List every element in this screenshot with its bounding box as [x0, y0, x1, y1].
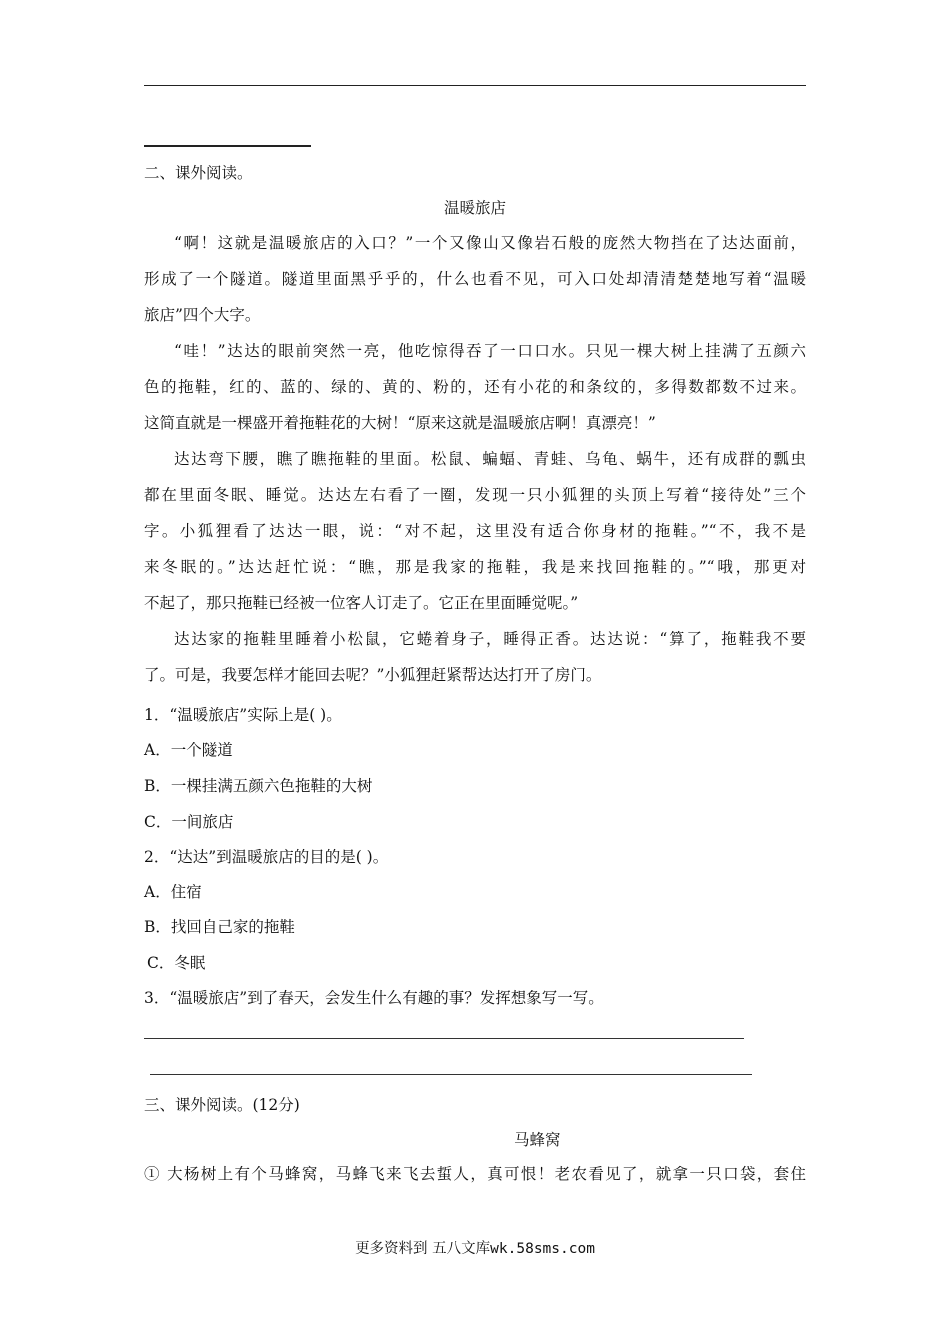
story-title: 温暖旅店: [443, 199, 506, 217]
question-3: 3．“温暖旅店”到了春天，会发生什么有趣的事？发挥想象写一写。: [144, 989, 604, 1007]
story-title: 马蜂窝: [514, 1131, 561, 1149]
paragraph-line: 达达弯下腰，瞧了瞧拖鞋的里面。松鼠、蝙蝠、青蛙、乌龟、蜗牛，还有成群的瓢虫: [174, 450, 806, 468]
paragraph-line: “哇！”达达的眼前突然一亮，他吃惊得吞了一口口水。只见一棵大树上挂满了五颜六: [174, 342, 806, 360]
option-a: A．一个隧道: [144, 741, 233, 759]
section-heading: 三、课外阅读。(12分): [144, 1096, 300, 1114]
paragraph-line: 色的拖鞋，红的、蓝的、绿的、黄的、粉的，还有小花的和条纹的，多得数都数不过来。: [144, 378, 806, 396]
question-2: 2．“达达”到温暖旅店的目的是( )。: [144, 848, 389, 866]
paragraph-line: 旅店”四个大字。: [144, 306, 261, 324]
footer-text: 更多资料到 五八文库wk.58sms.com: [355, 1241, 595, 1257]
option-c: C．一间旅店: [144, 813, 234, 831]
top-divider: [144, 85, 806, 86]
paragraph-line: 字。小狐狸看了达达一眼，说：“对不起，这里没有适合你身材的拖鞋。”“不，我不是: [144, 522, 806, 540]
paragraph-line: 形成了一个隧道。隧道里面黑乎乎的，什么也看不见，可入口处却清清楚楚地写着“温暖: [144, 270, 806, 288]
option-b: B．一棵挂满五颜六色拖鞋的大树: [144, 777, 373, 795]
option-c: C．冬眠: [147, 954, 206, 972]
paragraph-line: 来冬眠的。”达达赶忙说：“瞧，那是我家的拖鞋，我是来找回拖鞋的。”“哦，那更对: [144, 558, 806, 576]
paragraph-line: 了。可是，我要怎样才能回去呢？”小狐狸赶紧帮达达打开了房门。: [144, 666, 602, 684]
paragraph-line: ① 大杨树上有个马蜂窝，马蜂飞来飞去蜇人，真可恨！老农看见了，就拿一只口袋，套住: [144, 1165, 806, 1183]
question-1: 1．“温暖旅店”实际上是( )。: [144, 706, 342, 724]
answer-line: [150, 1074, 752, 1075]
answer-line-short: [144, 145, 311, 147]
paragraph-line: 这简直就是一棵盛开着拖鞋花的大树！“原来这就是温暖旅店啊！真漂亮！”: [144, 414, 656, 432]
paragraph-line: 不起了，那只拖鞋已经被一位客人订走了。它正在里面睡觉呢。”: [144, 594, 579, 612]
option-b: B．找回自己家的拖鞋: [144, 918, 295, 936]
paragraph-line: 都在里面冬眠、睡觉。达达左右看了一圈，发现一只小狐狸的头顶上写着“接待处”三个: [144, 486, 806, 504]
option-a: A．住宿: [144, 883, 202, 901]
paragraph-line: 达达家的拖鞋里睡着小松鼠，它蜷着身子，睡得正香。达达说：“算了，拖鞋我不要: [174, 630, 806, 648]
paragraph-line: “啊！这就是温暖旅店的入口？”一个又像山又像岩石般的庞然大物挡在了达达面前，: [174, 234, 806, 252]
answer-line: [144, 1038, 744, 1039]
section-heading: 二、课外阅读。: [144, 164, 253, 182]
